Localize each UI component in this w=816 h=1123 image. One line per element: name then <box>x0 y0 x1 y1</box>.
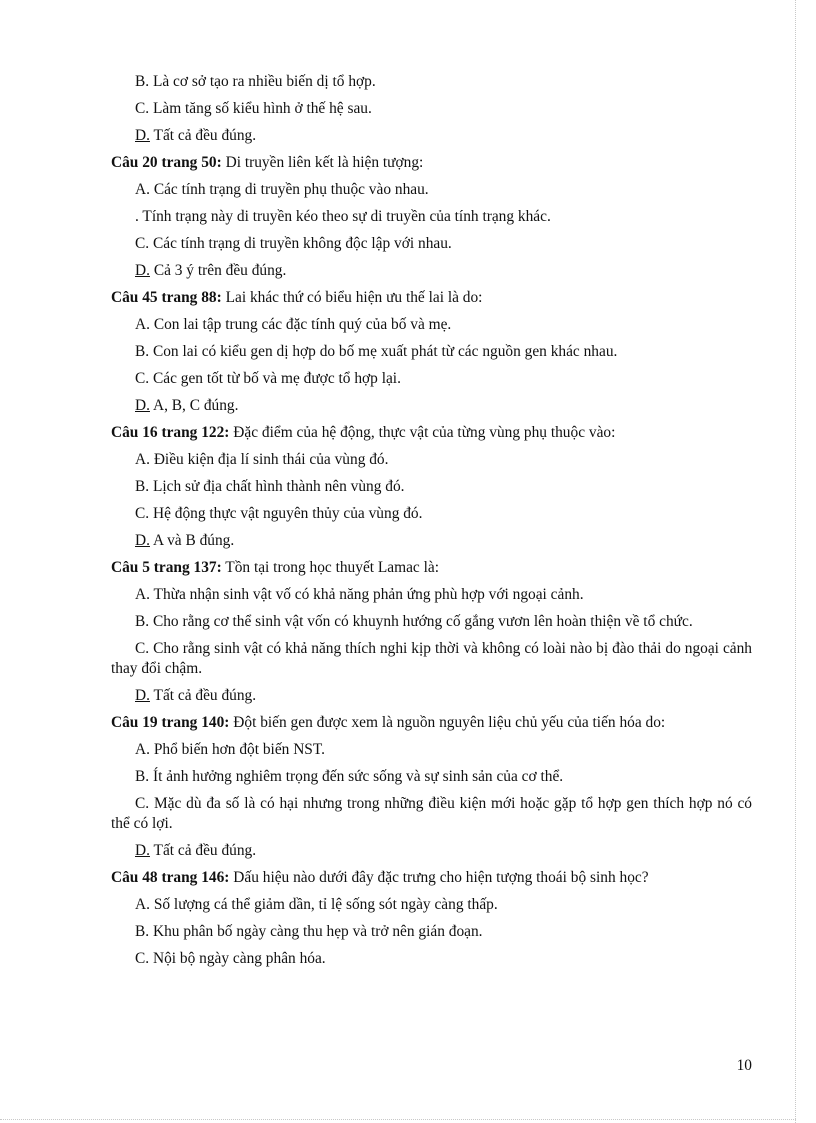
answer-option <box>111 126 752 146</box>
option-letter: D. <box>135 532 150 549</box>
option-text: Làm tăng số kiểu hình ở thế hệ sau. <box>149 100 372 117</box>
option-text: Con lai tập trung các đặc tính quý của bố và mẹ. <box>149 316 452 333</box>
option-text: Là cơ sở tạo ra nhiều biến dị tổ hợp. <box>149 73 376 90</box>
document-body <box>111 72 752 976</box>
question-block <box>111 288 752 416</box>
option-letter: B. <box>135 73 150 90</box>
option-letter: D. <box>135 127 150 144</box>
option-text: Cả 3 ý trên đều đúng. <box>149 262 287 279</box>
answer-option <box>111 261 752 281</box>
option-letter: A. <box>135 316 150 333</box>
option-letter: B. <box>135 923 150 940</box>
answer-option <box>111 841 752 861</box>
answer-option <box>111 207 752 227</box>
option-letter: C. <box>135 505 150 522</box>
question-block <box>111 153 752 281</box>
question-block <box>111 713 752 861</box>
option-text: A, B, C đúng. <box>149 397 239 414</box>
option-text: Tất cả đều đúng. <box>149 127 257 144</box>
answer-option <box>111 450 752 470</box>
option-text: Khu phân bố ngày càng thu hẹp và trở nên gián đoạn. <box>149 923 483 940</box>
option-letter: C. <box>135 640 150 657</box>
answer-option <box>111 612 752 632</box>
question-block <box>111 558 752 706</box>
option-letter: D. <box>135 842 150 859</box>
question-heading <box>111 153 752 173</box>
option-text: Thừa nhận sinh vật vố có khả năng phản ứng phù hợp với ngoại cảnh. <box>149 586 584 603</box>
question-text: Đặc điểm của hệ động, thực vật của từng vùng phụ thuộc vào: <box>229 424 616 441</box>
question-text: Đột biến gen được xem là nguồn nguyên liệu chủ yếu của tiến hóa do: <box>229 714 666 731</box>
question-label: Câu 48 trang 146: <box>111 869 230 886</box>
answer-option <box>111 99 752 119</box>
page-number: 10 <box>736 1057 752 1074</box>
option-letter: D. <box>135 397 150 414</box>
question-text: Tồn tại trong học thuyết Lamac là: <box>221 559 439 576</box>
option-letter: B. <box>135 613 150 630</box>
question-heading <box>111 423 752 443</box>
answer-option <box>111 477 752 497</box>
option-letter: A. <box>135 586 150 603</box>
option-text: Điều kiện địa lí sinh thái của vùng đó. <box>149 451 389 468</box>
question-label: Câu 5 trang 137: <box>111 559 222 576</box>
option-text: Cho rằng sinh vật có khả năng thích nghi kịp thời và không có loài nào bị đào thải do ngoại cảnh thay đổi chậm. <box>111 640 752 677</box>
option-letter: D. <box>135 262 150 279</box>
option-text: A và B đúng. <box>149 532 235 549</box>
answer-option <box>111 180 752 200</box>
option-text: Nội bộ ngày càng phân hóa. <box>149 950 326 967</box>
option-text: Ít ảnh hưởng nghiêm trọng đến sức sống và sự sinh sản của cơ thể. <box>149 768 564 785</box>
option-letter: C. <box>135 100 150 117</box>
answer-option <box>111 949 752 969</box>
option-text: Phổ biến hơn đột biến NST. <box>149 741 325 758</box>
option-text: Tất cả đều đúng. <box>149 687 257 704</box>
option-text: Tính trạng này di truyền kéo theo sự di truyền của tính trạng khác. <box>138 208 551 225</box>
question-heading <box>111 713 752 733</box>
option-letter: C. <box>135 370 150 387</box>
answer-option <box>111 639 752 679</box>
option-letter: C. <box>135 795 150 812</box>
continuation-options <box>111 72 752 146</box>
answer-option <box>111 396 752 416</box>
option-letter: D. <box>135 687 150 704</box>
answer-option <box>111 342 752 362</box>
option-letter: A. <box>135 741 150 758</box>
option-letter: C. <box>135 235 150 252</box>
option-text: Số lượng cá thể giảm dần, tỉ lệ sống sót ngày càng thấp. <box>149 896 498 913</box>
question-label: Câu 45 trang 88: <box>111 289 222 306</box>
option-text: Hệ động thực vật nguyên thủy của vùng đó. <box>149 505 423 522</box>
question-block <box>111 423 752 551</box>
option-text: Các gen tốt từ bố và mẹ được tổ hợp lại. <box>149 370 401 387</box>
option-letter: A. <box>135 451 150 468</box>
option-text: Các tính trạng di truyền không độc lập với nhau. <box>149 235 452 252</box>
answer-option <box>111 315 752 335</box>
answer-option <box>111 585 752 605</box>
option-text: Các tính trạng di truyền phụ thuộc vào nhau. <box>149 181 429 198</box>
option-text: Mặc dù đa số là có hại nhưng trong những điều kiện mới hoặc gặp tổ hợp gen thích hợp nó có thể có lợi. <box>111 795 752 832</box>
option-letter: B. <box>135 768 150 785</box>
answer-option <box>111 369 752 389</box>
option-text: Cho rằng cơ thể sinh vật vốn có khuynh hướng cố gắng vươn lên hoàn thiện về tổ chức. <box>149 613 693 630</box>
option-letter: B. <box>135 343 150 360</box>
answer-option <box>111 686 752 706</box>
option-letter: . <box>135 208 139 225</box>
question-list <box>111 153 752 969</box>
option-text: Lịch sử địa chất hình thành nên vùng đó. <box>149 478 405 495</box>
answer-option <box>111 72 752 92</box>
option-letter: B. <box>135 478 150 495</box>
page-edge-right <box>795 0 796 1123</box>
answer-option <box>111 922 752 942</box>
page-edge-bottom <box>0 1119 796 1120</box>
question-label: Câu 19 trang 140: <box>111 714 230 731</box>
answer-option <box>111 794 752 834</box>
question-label: Câu 20 trang 50: <box>111 154 222 171</box>
question-text: Lai khác thứ có biểu hiện ưu thế lai là do: <box>221 289 483 306</box>
answer-option <box>111 531 752 551</box>
option-letter: A. <box>135 181 150 198</box>
option-letter: A. <box>135 896 150 913</box>
option-text: Con lai có kiểu gen dị hợp do bố mẹ xuất phát từ các nguồn gen khác nhau. <box>149 343 618 360</box>
question-block <box>111 868 752 969</box>
answer-option <box>111 504 752 524</box>
answer-option <box>111 740 752 760</box>
answer-option <box>111 767 752 787</box>
option-letter: C. <box>135 950 150 967</box>
question-heading <box>111 868 752 888</box>
question-text: Di truyền liên kết là hiện tượng: <box>221 154 424 171</box>
answer-option <box>111 895 752 915</box>
question-label: Câu 16 trang 122: <box>111 424 230 441</box>
option-text: Tất cả đều đúng. <box>149 842 257 859</box>
question-heading <box>111 288 752 308</box>
answer-option <box>111 234 752 254</box>
question-heading <box>111 558 752 578</box>
question-text: Dấu hiệu nào dưới đây đặc trưng cho hiện tượng thoái bộ sinh học? <box>229 869 649 886</box>
